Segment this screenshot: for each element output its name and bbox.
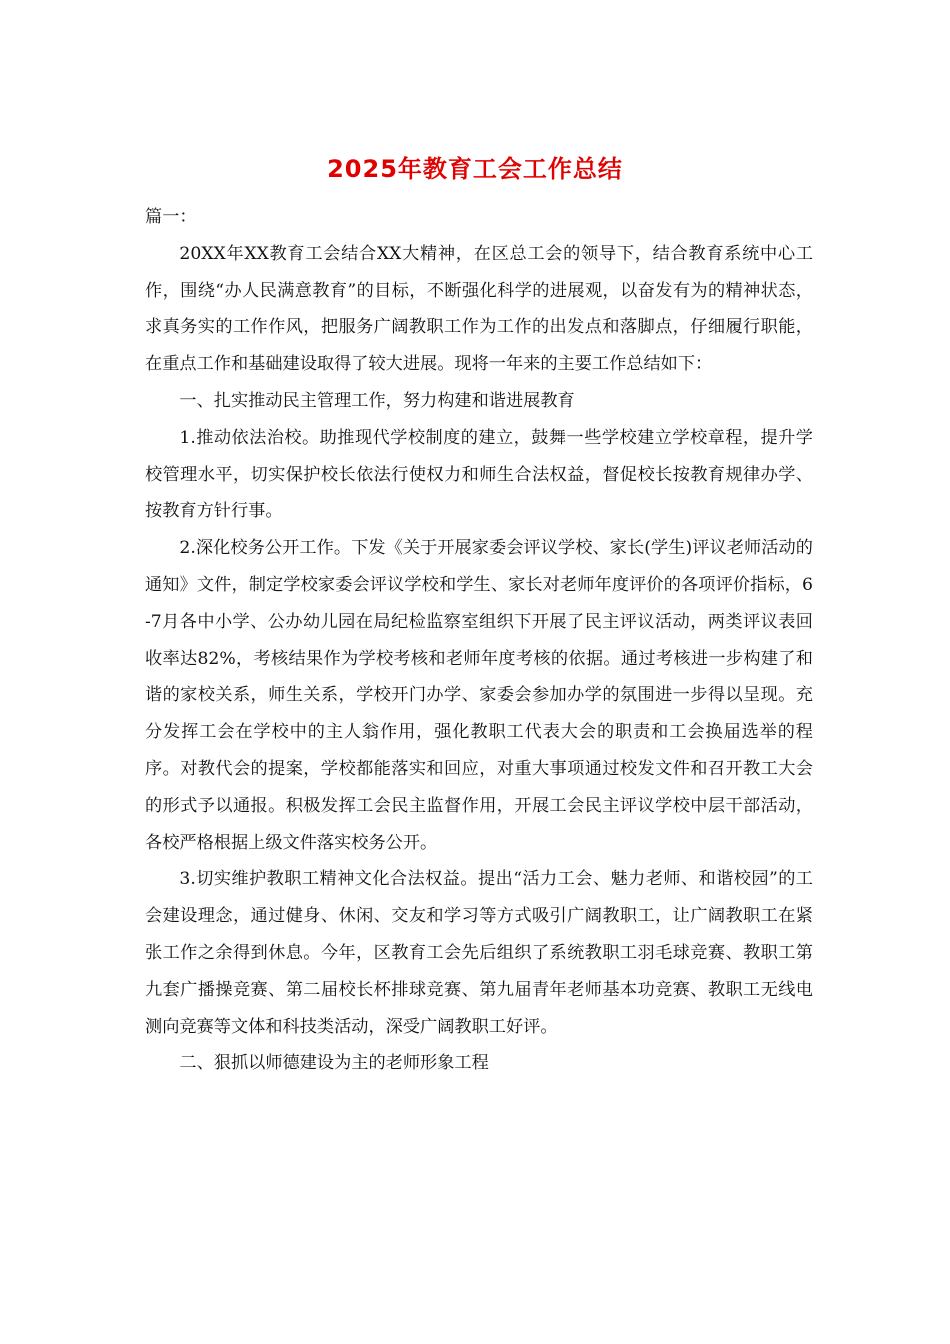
section-heading-1: 一、扎实推动民主管理工作，努力构建和谐进展教育 [179, 390, 575, 411]
item-paragraph-3: 3.切实维护教职工精神文化合法权益。提出“活力工会、魅力老师、和谐校园”的工会建设理念，通过健身、休闲、交友和学习等方式吸引广阔教职工，让广阔教职工在紧张工作之余得到休息。今年，区教育工会先后组织了系统教职工羽毛球竞赛、教职工第九套广播操竞赛、第二届校长杯排球竞赛、第九届青年老师基本功竞赛、教职工无线电测向竞赛等文体和科技类活动，深受广阔教职工好评。 [145, 869, 813, 1037]
item-paragraph-2: 2.深化校务公开工作。下发《关于开展家委会评议学校、家长(学生)评议老师活动的通知》文件，制定学校家委会评议学校和学生、家长对老师年度评价的各项评价指标，6-7月各中小学、公办幼儿园在局纪检监察室组织下开展了民主评议活动，两类评议表回收率达82%，考核结果作为学校考核和老师年度考核的依据。通过考核进一步构建了和谐的家校关系，师生关系，学校开门办学、家委会参加办学的氛围进一步得以呈现。充分发挥工会在学校中的主人翁作用，强化教职工代表大会的职责和工会换届选举的程序。对教代会的提案，学校都能落实和回应，对重大事项通过校发文件和召开教工大会的形式予以通报。积极发挥工会民主监督作用，开展工会民主评议学校中层干部活动，各校严格根据上级文件落实校务公开。 [145, 538, 813, 853]
section-heading-2: 二、狠抓以师德建设为主的老师形象工程 [179, 1053, 489, 1074]
document-body [145, 199, 813, 1082]
document-title: 2025年教育工会工作总结 [327, 155, 623, 183]
item-paragraph-1: 1.推动依法治校。助推现代学校制度的建立，鼓舞一些学校建立学校章程，提升学校管理水平，切实保护校长依法行使权力和师生合法权益，督促校长按教育规律办学、按教育方针行事。 [145, 427, 813, 522]
intro-paragraph: 20XX年XX教育工会结合XX大精神，在区总工会的领导下，结合教育系统中心工作，围绕“办人民满意教育”的目标，不断强化科学的进展观，以奋发有为的精神状态，求真务实的工作作风，把服务广阔教职工作为工作的出发点和落脚点，仔细履行职能，在重点工作和基础建设取得了较大进展。现将一年来的主要工作总结如下： [145, 243, 813, 375]
section-label: 篇一： [145, 207, 197, 227]
